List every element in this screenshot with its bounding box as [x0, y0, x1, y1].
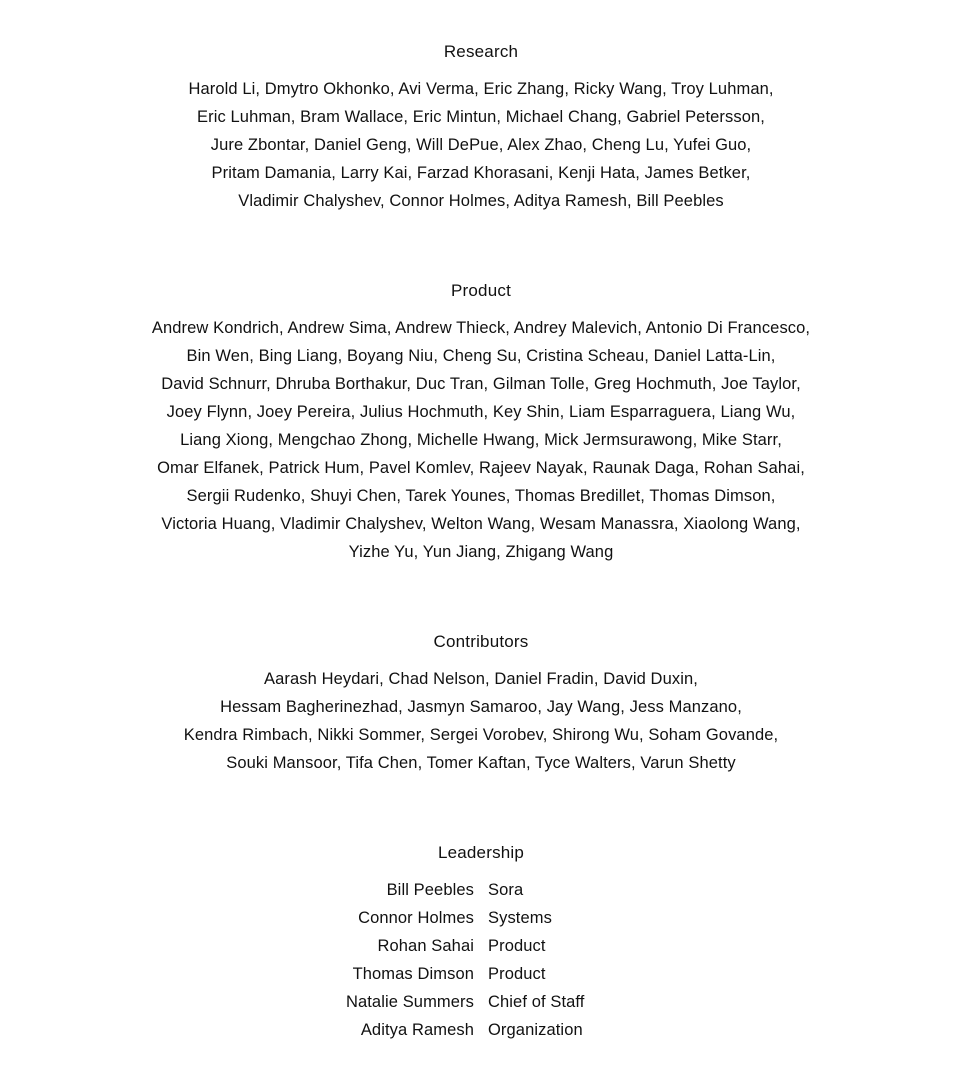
names-line: Hessam Bagherinezhad, Jasmyn Samaroo, Jay Wang, Jess Manzano,: [220, 698, 742, 716]
leader-role: Product: [488, 937, 546, 955]
names-line: Bin Wen, Bing Liang, Boyang Niu, Cheng Su, Cristina Scheau, Daniel Latta-Lin,: [186, 347, 776, 365]
names-line: Harold Li, Dmytro Okhonko, Avi Verma, Eric Zhang, Ricky Wang, Troy Luhman,: [188, 80, 774, 98]
section-title: Product: [451, 281, 511, 300]
leadership-row: [0, 932, 962, 960]
names-line: Omar Elfanek, Patrick Hum, Pavel Komlev, Rajeev Nayak, Raunak Daga, Rohan Sahai,: [157, 459, 805, 477]
section-contributors: [0, 628, 962, 777]
names-line: Kendra Rimbach, Nikki Sommer, Sergei Vorobev, Shirong Wu, Soham Govande,: [183, 726, 779, 744]
names-line: Joey Flynn, Joey Pereira, Julius Hochmuth, Key Shin, Liam Esparraguera, Liang Wu,: [166, 403, 796, 421]
section-title: Research: [443, 42, 519, 61]
leader-role: Systems: [488, 909, 552, 927]
leader-name: Rohan Sahai: [377, 937, 474, 955]
leader-name: Aditya Ramesh: [360, 1021, 474, 1039]
leadership-row: [0, 988, 962, 1016]
names-list: [0, 75, 962, 215]
section-product: [0, 277, 962, 566]
leader-name: Connor Holmes: [358, 909, 474, 927]
names-line: Victoria Huang, Vladimir Chalyshev, Welton Wang, Wesam Manassra, Xiaolong Wang,: [161, 515, 801, 533]
names-line: David Schnurr, Dhruba Borthakur, Duc Tran, Gilman Tolle, Greg Hochmuth, Joe Taylor,: [161, 375, 801, 393]
leader-role: Sora: [488, 881, 524, 899]
leadership-row: [0, 960, 962, 988]
leadership-row: [0, 904, 962, 932]
names-line: Andrew Kondrich, Andrew Sima, Andrew Thieck, Andrey Malevich, Antonio Di Francesco,: [151, 319, 811, 337]
names-line: Jure Zbontar, Daniel Geng, Will DePue, Alex Zhao, Cheng Lu, Yufei Guo,: [210, 136, 752, 154]
leadership-row: [0, 1016, 962, 1044]
section-leadership: [0, 839, 962, 1044]
leadership-row: [0, 876, 962, 904]
leader-name: Bill Peebles: [386, 881, 474, 899]
leadership-table: [0, 876, 962, 1044]
leader-role: Chief of Staff: [488, 993, 585, 1011]
section-title: Contributors: [433, 632, 529, 651]
names-line: Pritam Damania, Larry Kai, Farzad Khorasani, Kenji Hata, James Betker,: [211, 164, 751, 182]
names-line: Liang Xiong, Mengchao Zhong, Michelle Hwang, Mick Jermsurawong, Mike Starr,: [180, 431, 782, 449]
leader-name: Natalie Summers: [345, 993, 474, 1011]
leader-role: Organization: [488, 1021, 583, 1039]
names-list: [0, 314, 962, 566]
names-line: Aarash Heydari, Chad Nelson, Daniel Fradin, David Duxin,: [264, 670, 698, 688]
leader-role: Product: [488, 965, 546, 983]
leader-name: Thomas Dimson: [352, 965, 474, 983]
names-list: [0, 665, 962, 777]
names-line: Souki Mansoor, Tifa Chen, Tomer Kaftan, Tyce Walters, Varun Shetty: [226, 754, 736, 772]
section-title: Leadership: [437, 843, 525, 862]
names-line: Yizhe Yu, Yun Jiang, Zhigang Wang: [348, 543, 614, 561]
names-line: Vladimir Chalyshev, Connor Holmes, Aditya Ramesh, Bill Peebles: [238, 192, 724, 210]
section-research: [0, 38, 962, 215]
names-line: Eric Luhman, Bram Wallace, Eric Mintun, Michael Chang, Gabriel Petersson,: [197, 108, 765, 126]
names-line: Sergii Rudenko, Shuyi Chen, Tarek Younes, Thomas Bredillet, Thomas Dimson,: [186, 487, 776, 505]
